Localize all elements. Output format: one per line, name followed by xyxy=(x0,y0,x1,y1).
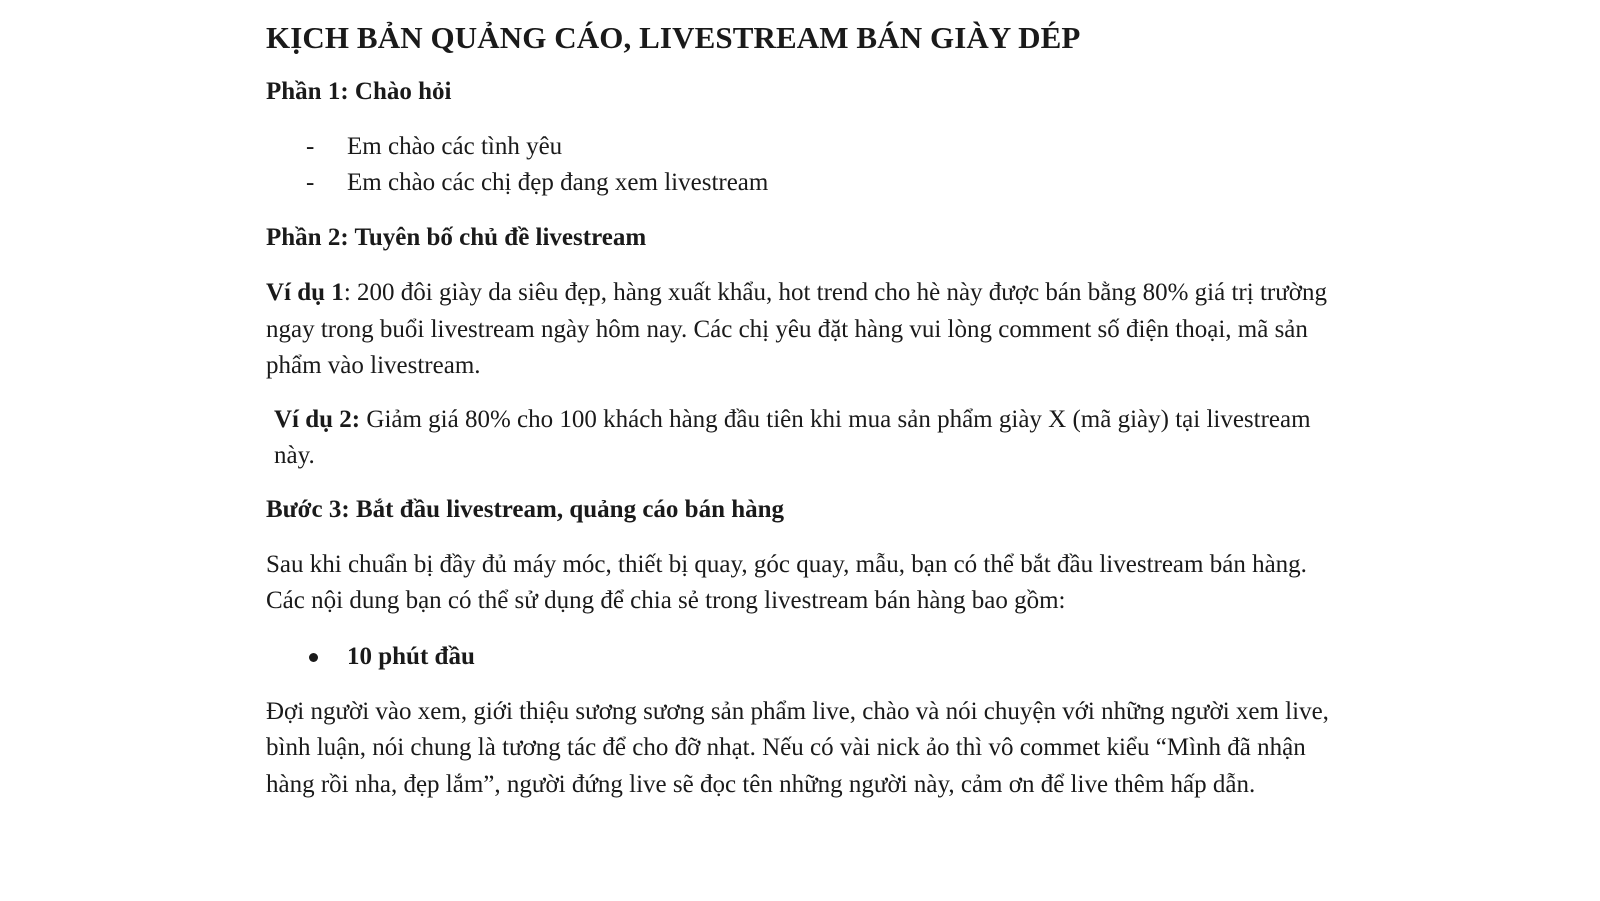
part2-heading: Phần 2: Tuyên bố chủ đề livestream xyxy=(266,224,647,251)
example2-label: Ví dụ 2: xyxy=(274,405,361,433)
document-page xyxy=(266,18,1336,803)
bullet-dot-icon xyxy=(309,653,318,662)
part1-heading: Phần 1: Chào hỏi xyxy=(266,78,452,105)
document-title: KỊCH BẢN QUẢNG CÁO, LIVESTREAM BÁN GIÀY DÉP xyxy=(266,20,1081,55)
step3-intro: Sau khi chuẩn bị đầy đủ máy móc, thiết bị quay, góc quay, mẫu, bạn có thể bắt đầu livestream bán hàng. Các nội dung bạn có thể sử dụng để chia sẻ trong livestream bán hàng bao gồm: xyxy=(266,550,1307,614)
example1-paragraph xyxy=(266,275,1336,385)
list-item-text: Em chào các tình yêu xyxy=(347,133,563,160)
example2-text: Giảm giá 80% cho 100 khách hàng đầu tiên khi mua sản phẩm giày X (mã giày) tại livestream này. xyxy=(274,405,1311,469)
example1-text: : 200 đôi giày da siêu đẹp, hàng xuất khẩu, hot trend cho hè này được bán bằng 80% giá trị trường ngay trong buổi livestream ngày hôm nay. Các chị yêu đặt hàng vui lòng comment số điện thoại, mã sản phẩm vào livestream. xyxy=(266,279,1327,379)
bullet-item-text: 10 phút đầu xyxy=(347,642,475,670)
greeting-list xyxy=(266,129,1336,201)
first-10-minutes-item xyxy=(266,639,1336,675)
dash-bullet: - xyxy=(306,133,315,160)
list-item-text: Em chào các chị đẹp đang xem livestream xyxy=(347,169,769,196)
list-item xyxy=(266,165,1336,201)
dash-bullet: - xyxy=(306,169,315,196)
example1-label: Ví dụ 1 xyxy=(266,279,344,306)
example2-paragraph xyxy=(266,402,1336,475)
list-item xyxy=(266,129,1336,165)
step3-detail: Đợi người vào xem, giới thiệu sương sương sản phẩm live, chào và nói chuyện với những người xem live, bình luận, nói chung là tương tác để cho đỡ nhạt. Nếu có vài nick ảo thì vô commet kiểu “Mình đã nhận hàng rồi nha, đẹp lắm”, người đứng live sẽ đọc tên những người này, cảm ơn để live thêm hấp dẫn. xyxy=(266,697,1329,798)
step3-heading: Bước 3: Bắt đầu livestream, quảng cáo bán hàng xyxy=(266,495,785,523)
